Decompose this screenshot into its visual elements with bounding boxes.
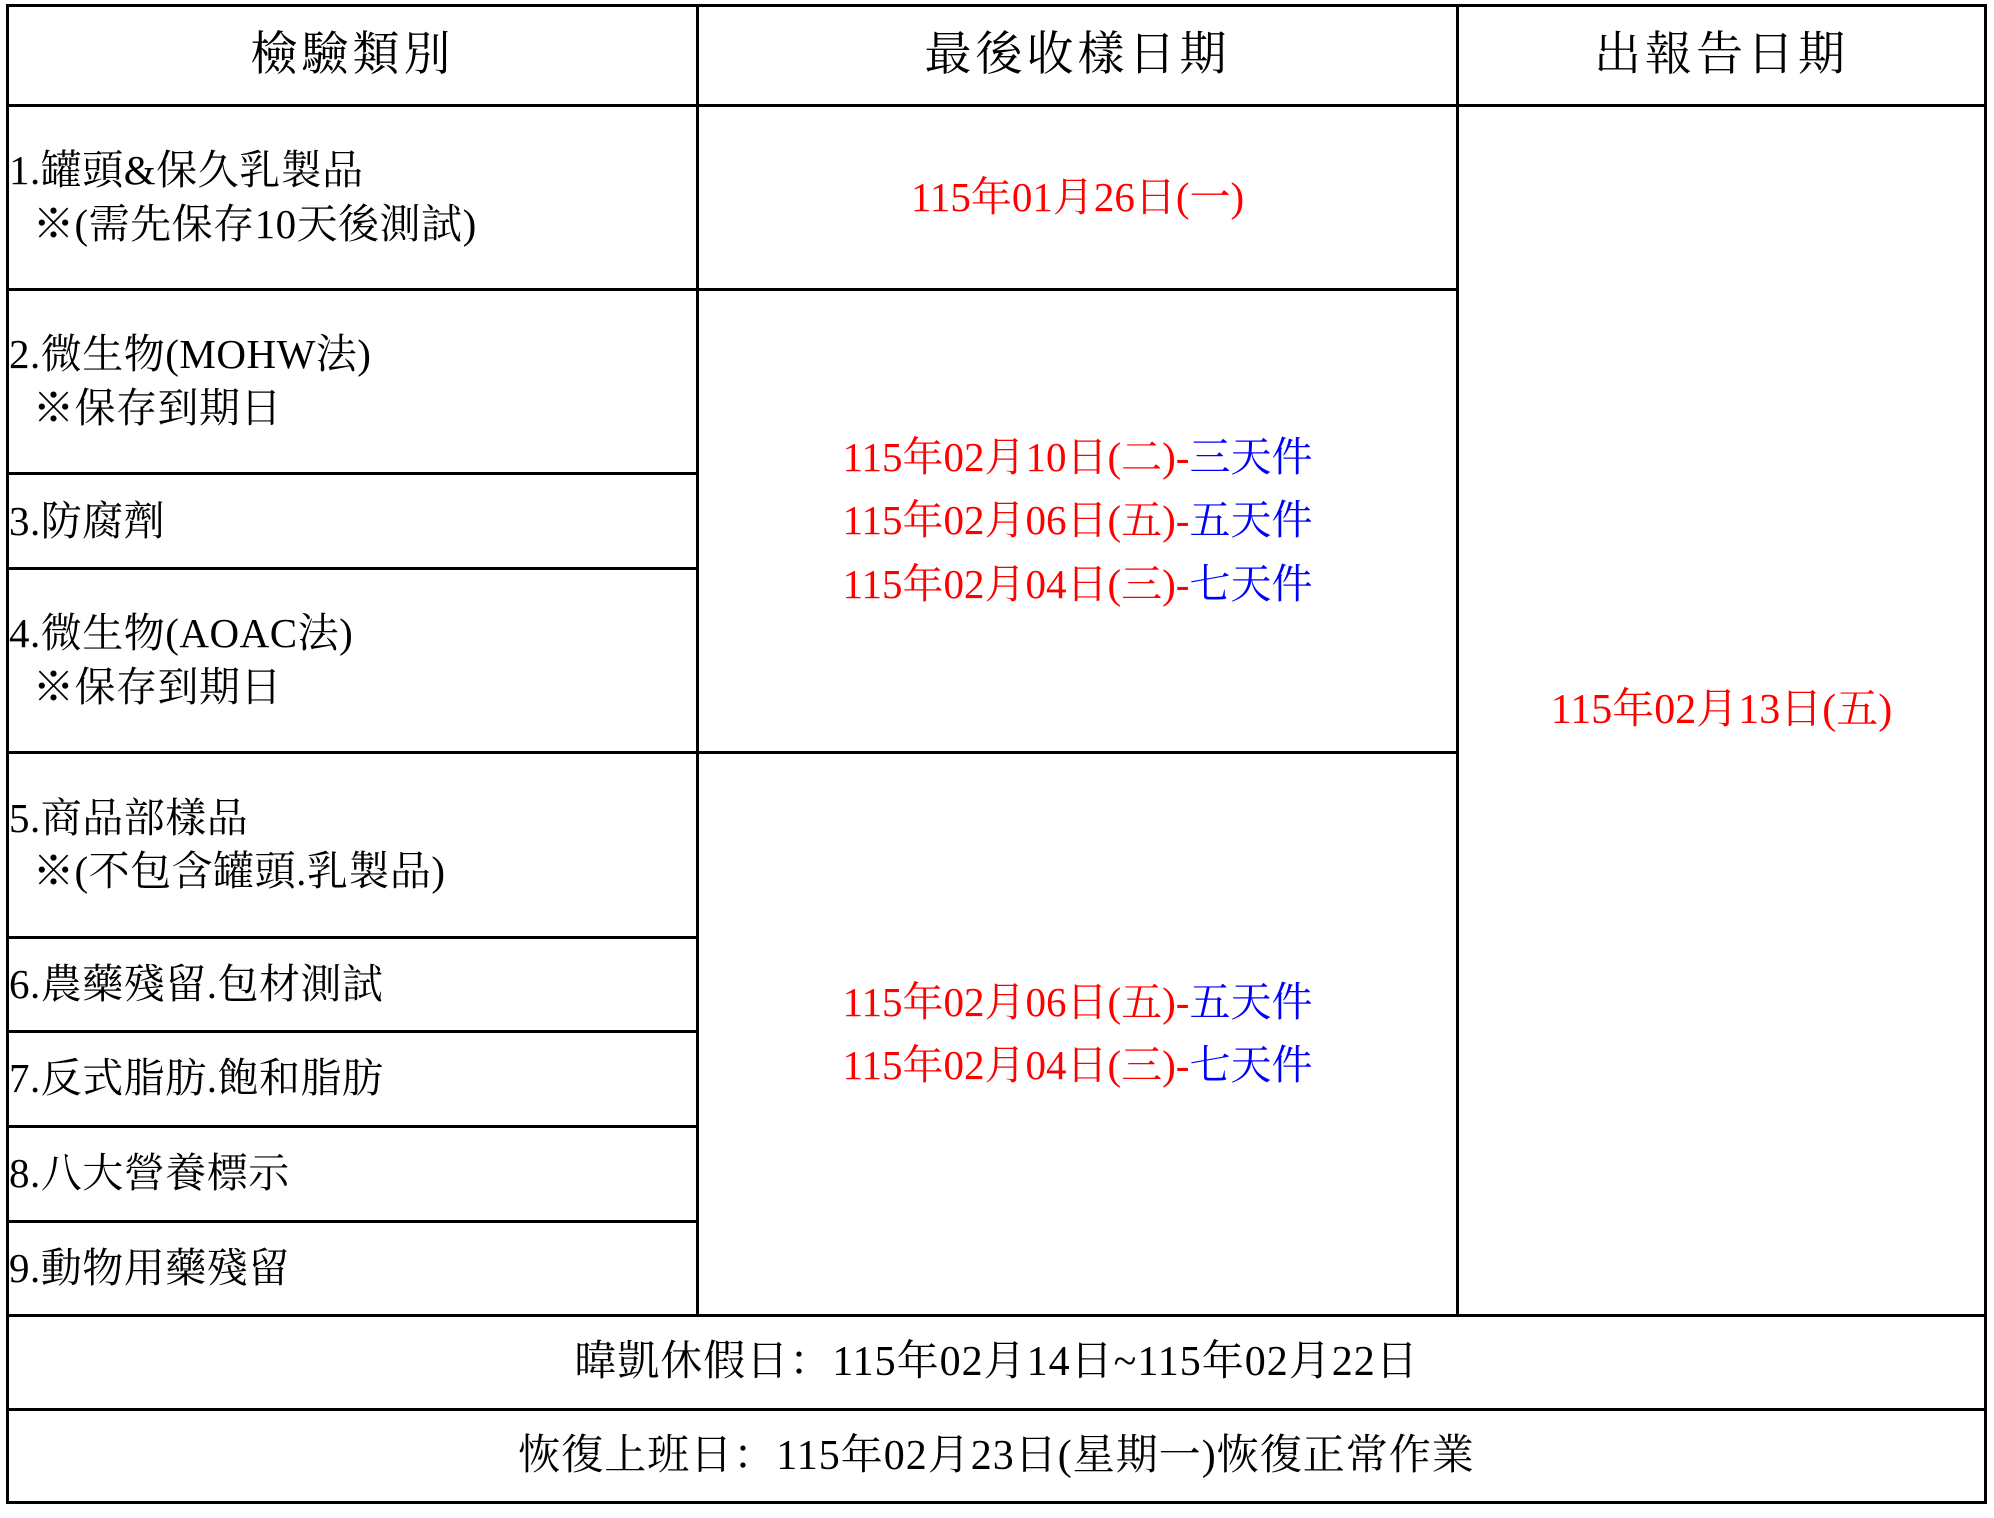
date-tag: 五天件 [1189, 497, 1313, 544]
date-red: 115年01月26日(一) [910, 173, 1245, 220]
category-cell-8 [8, 1126, 698, 1221]
date-red: 115年02月04日(三)- [842, 561, 1190, 608]
date-red: 115年02月10日(二)- [842, 433, 1190, 480]
date-line [699, 1034, 1456, 1098]
date-line [699, 489, 1456, 553]
category-line-1: 5.商品部樣品 [9, 794, 249, 841]
category-cell-9 [8, 1221, 698, 1316]
date-line [699, 426, 1456, 490]
date-red: 115年02月06日(五)- [842, 497, 1190, 544]
table-row [8, 105, 1986, 289]
category-line-1: 7.反式脂肪.飽和脂肪 [9, 1055, 384, 1102]
category-cell-3 [8, 474, 698, 569]
date-line [699, 166, 1456, 230]
date-group-1 [698, 105, 1458, 289]
schedule-table [6, 4, 1987, 1504]
date-line [699, 971, 1456, 1035]
category-cell-1 [8, 105, 698, 289]
category-line-1: 9.動物用藥殘留 [9, 1244, 290, 1291]
footer-resume-row [8, 1409, 1986, 1502]
header-last-receipt-date: 最後收樣日期 [698, 6, 1458, 106]
date-group-2 [698, 290, 1458, 753]
category-note-1: ※保存到期日 [33, 663, 282, 710]
date-red: 115年02月06日(五)- [842, 978, 1190, 1025]
date-line [699, 553, 1456, 617]
category-line-1: 8.八大營養標示 [9, 1150, 290, 1197]
date-tag: 五天件 [1189, 978, 1313, 1025]
header-report-date: 出報告日期 [1458, 6, 1986, 106]
footer-holiday-row [8, 1316, 1986, 1409]
category-line-1: 3.防腐劑 [9, 497, 166, 544]
category-note-1: ※保存到期日 [33, 384, 282, 431]
category-line-1: 1.罐頭&保久乳製品 [9, 147, 364, 194]
category-cell-7 [8, 1032, 698, 1127]
date-red: 115年02月04日(三)- [842, 1042, 1190, 1089]
category-cell-4 [8, 569, 698, 753]
table-header-row [8, 6, 1986, 106]
category-cell-6 [8, 937, 698, 1032]
category-line-1: 4.微生物(AOAC法) [9, 610, 354, 657]
category-cell-2 [8, 290, 698, 474]
date-group-3 [698, 753, 1458, 1316]
category-line-1: 6.農藥殘留.包材測試 [9, 960, 384, 1007]
date-tag: 三天件 [1189, 433, 1313, 480]
resume-notice: 恢復上班日：115年02月23日(星期一)恢復正常作業 [8, 1409, 1986, 1502]
category-line-1: 2.微生物(MOHW法) [9, 331, 372, 378]
category-cell-5 [8, 753, 698, 937]
category-note-1: ※(需先保存10天後測試) [33, 200, 477, 247]
header-category: 檢驗類別 [8, 6, 698, 106]
date-tag: 七天件 [1189, 561, 1313, 608]
category-note-1: ※(不包含罐頭.乳製品) [33, 848, 446, 894]
holiday-notice: 暐凱休假日：115年02月14日~115年02月22日 [8, 1316, 1986, 1409]
date-tag: 七天件 [1189, 1042, 1313, 1089]
report-date-cell: 115年02月13日(五) [1458, 105, 1986, 1315]
